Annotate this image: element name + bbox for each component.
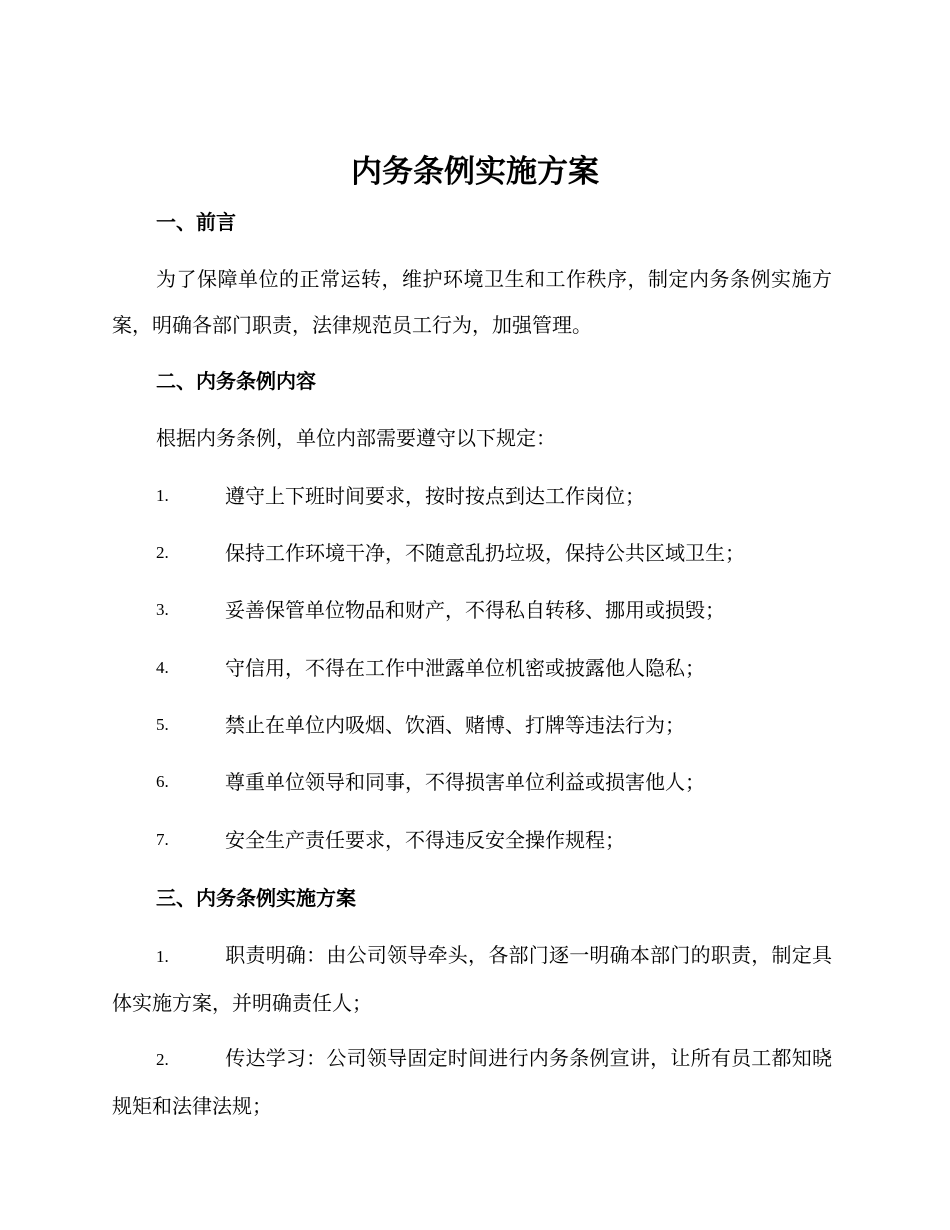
section-heading-content: 二、内务条例内容 <box>156 369 316 393</box>
list-item-text: 妥善保管单位物品和财产，不得私自转移、挪用或损毁； <box>225 598 725 622</box>
list-item-text: 守信用，不得在工作中泄露单位机密或披露他人隐私； <box>225 656 705 680</box>
list-item-text: 传达学习：公司领导固定时间进行内务条例宣讲，让所有员工都知晓规矩和法律法规； <box>112 1046 832 1118</box>
section-heading-preface: 一、前言 <box>156 210 236 234</box>
list-item <box>156 481 836 511</box>
list-item-text: 保持工作环境干净，不随意乱扔垃圾，保持公共区域卫生； <box>225 541 745 565</box>
list-item-number: 1. <box>156 486 169 505</box>
list-item <box>156 653 836 683</box>
section-heading-implementation: 三、内务条例实施方案 <box>156 886 356 910</box>
list-item <box>156 538 836 568</box>
list-item-number: 6. <box>156 772 169 791</box>
list-item-number: 2. <box>156 1050 169 1069</box>
list-item-text: 遵守上下班时间要求，按时按点到达工作岗位； <box>225 484 645 508</box>
list-item-number: 4. <box>156 658 169 677</box>
document-title: 内务条例实施方案 <box>351 154 599 190</box>
list-item-number: 2. <box>156 543 169 562</box>
list-item-number: 3. <box>156 600 169 619</box>
content-intro-paragraph: 根据内务条例，单位内部需要遵守以下规定： <box>156 426 556 450</box>
list-item-text: 尊重单位领导和同事，不得损害单位利益或损害他人； <box>225 770 705 794</box>
list-item-text: 禁止在单位内吸烟、饮酒、赌博、打牌等违法行为； <box>225 713 685 737</box>
list-item <box>156 767 836 797</box>
list-item-number: 5. <box>156 715 169 734</box>
implementation-item <box>112 1035 832 1129</box>
list-item-text: 职责明确：由公司领导牵头，各部门逐一明确本部门的职责，制定具体实施方案，并明确责任人； <box>112 943 832 1015</box>
implementation-item <box>112 932 832 1026</box>
list-item <box>156 710 836 740</box>
list-item-number: 7. <box>156 830 169 849</box>
list-item-number: 1. <box>156 947 169 966</box>
list-item <box>156 825 836 855</box>
list-item <box>156 595 836 625</box>
list-item-text: 安全生产责任要求，不得违反安全操作规程； <box>225 828 625 852</box>
preface-paragraph: 为了保障单位的正常运转，维护环境卫生和工作秩序，制定内务条例实施方案，明确各部门职责，法律规范员工行为，加强管理。 <box>112 267 832 337</box>
